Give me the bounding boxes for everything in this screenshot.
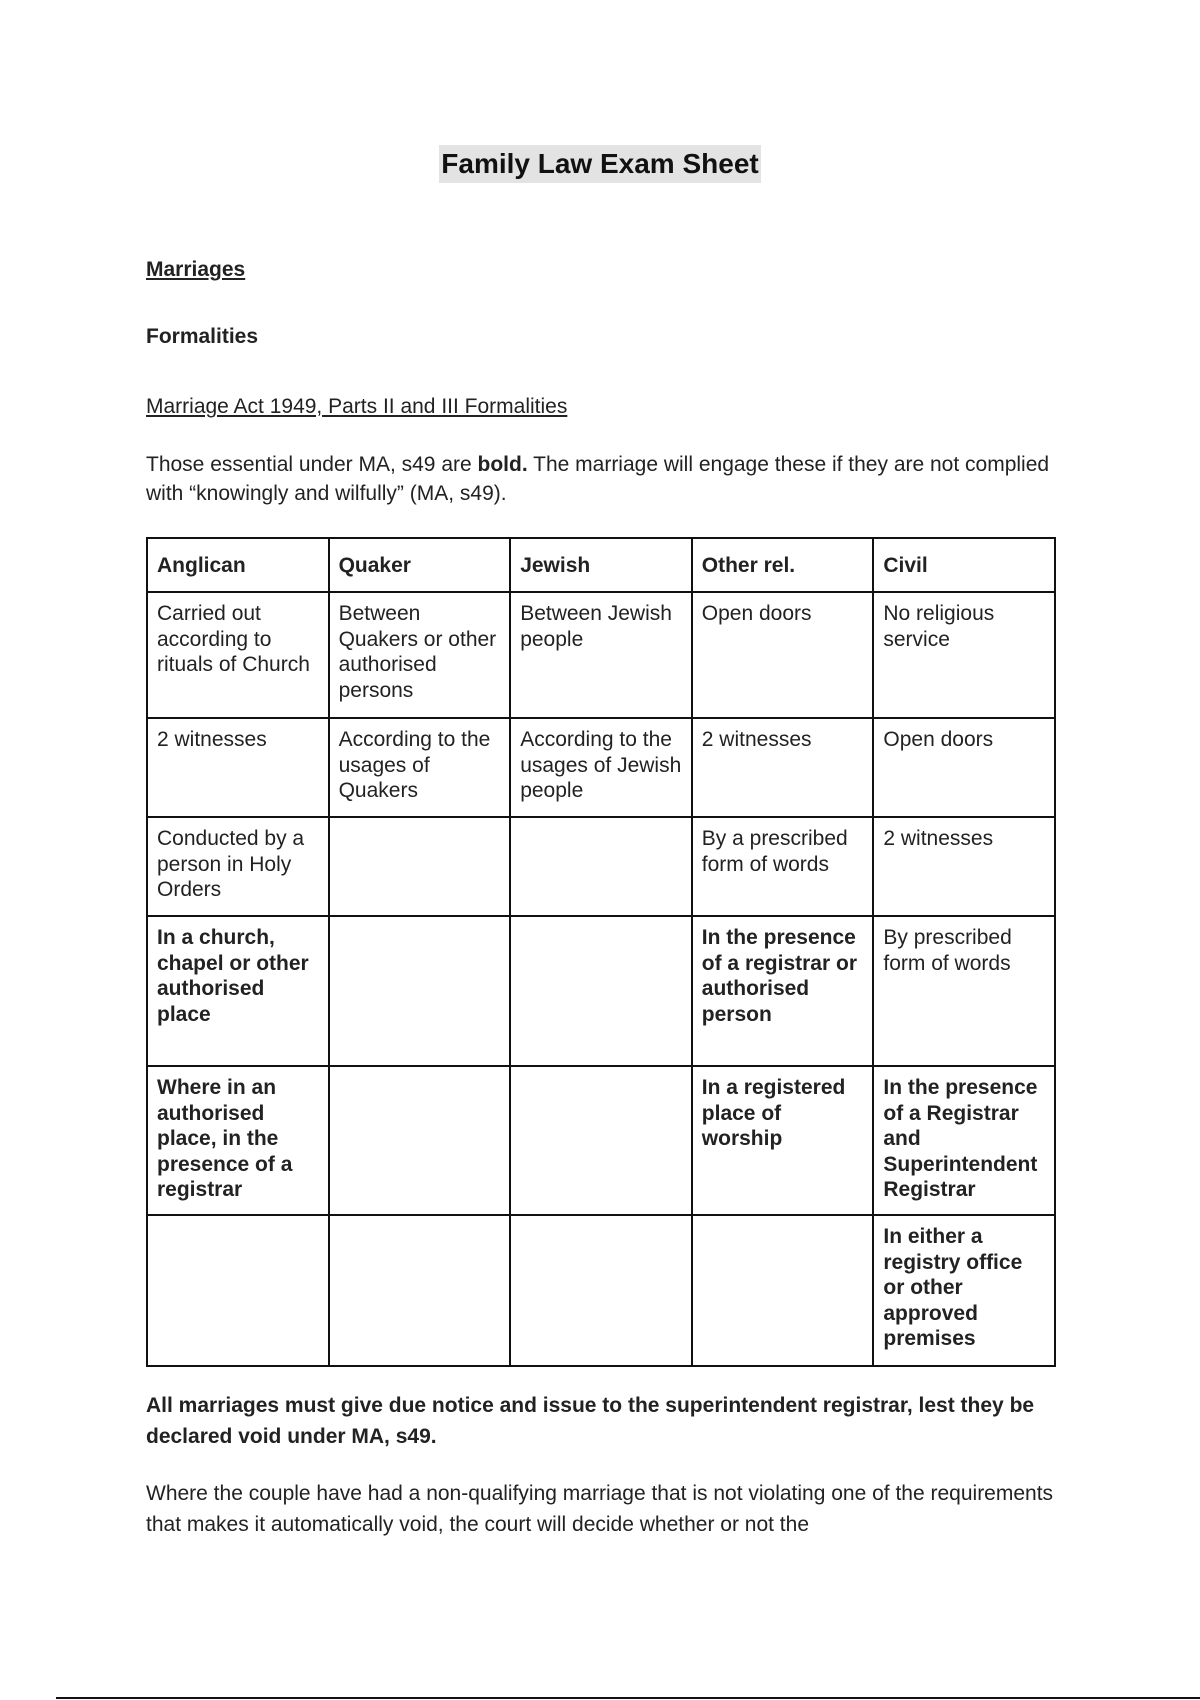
table-row bbox=[147, 916, 1055, 1066]
act-heading: Marriage Act 1949, Parts II and III Formalities bbox=[146, 395, 568, 418]
intro-text-end: The marriage will engage these if they are not complied with “knowingly and wilfully” (MA, s49). bbox=[146, 453, 1050, 505]
table-cell: No religious service bbox=[873, 592, 1055, 718]
table-row bbox=[147, 592, 1055, 718]
table-cell: By prescribed form of words bbox=[873, 916, 1055, 1066]
table-row bbox=[147, 1215, 1055, 1366]
table-cell bbox=[510, 817, 692, 916]
intro-bold-word: bold. bbox=[477, 453, 528, 476]
table-cell: In the presence of a Registrar and Superintendent Registrar bbox=[873, 1066, 1055, 1215]
table-cell bbox=[329, 916, 511, 1066]
table-cell: Carried out according to rituals of Church bbox=[147, 592, 329, 718]
table-cell: Where in an authorised place, in the presence of a registrar bbox=[147, 1066, 329, 1215]
table-cell bbox=[510, 1215, 692, 1366]
table-row bbox=[147, 718, 1055, 817]
table-cell bbox=[510, 916, 692, 1066]
table-cell bbox=[329, 1215, 511, 1366]
subsection-heading-formalities: Formalities bbox=[146, 325, 259, 348]
table-cell: 2 witnesses bbox=[147, 718, 329, 817]
table-cell: 2 witnesses bbox=[692, 718, 874, 817]
table-cell: According to the usages of Quakers bbox=[329, 718, 511, 817]
table-cell: 2 witnesses bbox=[873, 817, 1055, 916]
table-row bbox=[147, 1066, 1055, 1215]
table-cell: Between Quakers or other authorised persons bbox=[329, 592, 511, 718]
table-cell: In either a registry office or other approved premises bbox=[873, 1215, 1055, 1366]
header-jewish: Jewish bbox=[510, 538, 692, 592]
table-cell bbox=[692, 1215, 874, 1366]
table-cell: According to the usages of Jewish people bbox=[510, 718, 692, 817]
table-cell: In a church, chapel or other authorised place bbox=[147, 916, 329, 1066]
header-anglican: Anglican bbox=[147, 538, 329, 592]
page-title: Family Law Exam Sheet bbox=[439, 145, 760, 183]
table-cell: In the presence of a registrar or authorised person bbox=[692, 916, 874, 1066]
header-other-religious: Other rel. bbox=[692, 538, 874, 592]
table-cell: By a prescribed form of words bbox=[692, 817, 874, 916]
title-container bbox=[0, 145, 1200, 183]
table-cell bbox=[329, 817, 511, 916]
section-heading-marriages: Marriages bbox=[146, 258, 246, 281]
table-cell bbox=[510, 1066, 692, 1215]
table-header-row bbox=[147, 538, 1055, 592]
intro-paragraph bbox=[146, 450, 1058, 508]
intro-text-start: Those essential under MA, s49 are bbox=[146, 453, 478, 476]
table-cell: In a registered place of worship bbox=[692, 1066, 874, 1215]
table-cell bbox=[329, 1066, 511, 1215]
header-quaker: Quaker bbox=[329, 538, 511, 592]
table-cell: Between Jewish people bbox=[510, 592, 692, 718]
table-cell bbox=[147, 1215, 329, 1366]
table-row bbox=[147, 817, 1055, 916]
non-qualifying-marriage-paragraph: Where the couple have had a non-qualifying marriage that is not violating one of the requirements that makes it automatically void, the court will decide whether or not the bbox=[146, 1482, 1054, 1536]
page-bottom-divider bbox=[56, 1697, 1200, 1699]
header-civil: Civil bbox=[873, 538, 1055, 592]
table-cell: Conducted by a person in Holy Orders bbox=[147, 817, 329, 916]
table-cell: Open doors bbox=[692, 592, 874, 718]
table-cell: Open doors bbox=[873, 718, 1055, 817]
formalities-table bbox=[146, 537, 1056, 1367]
notice-requirement-note: All marriages must give due notice and issue to the superintendent registrar, lest they be declared void under MA, s49. bbox=[146, 1394, 1035, 1448]
